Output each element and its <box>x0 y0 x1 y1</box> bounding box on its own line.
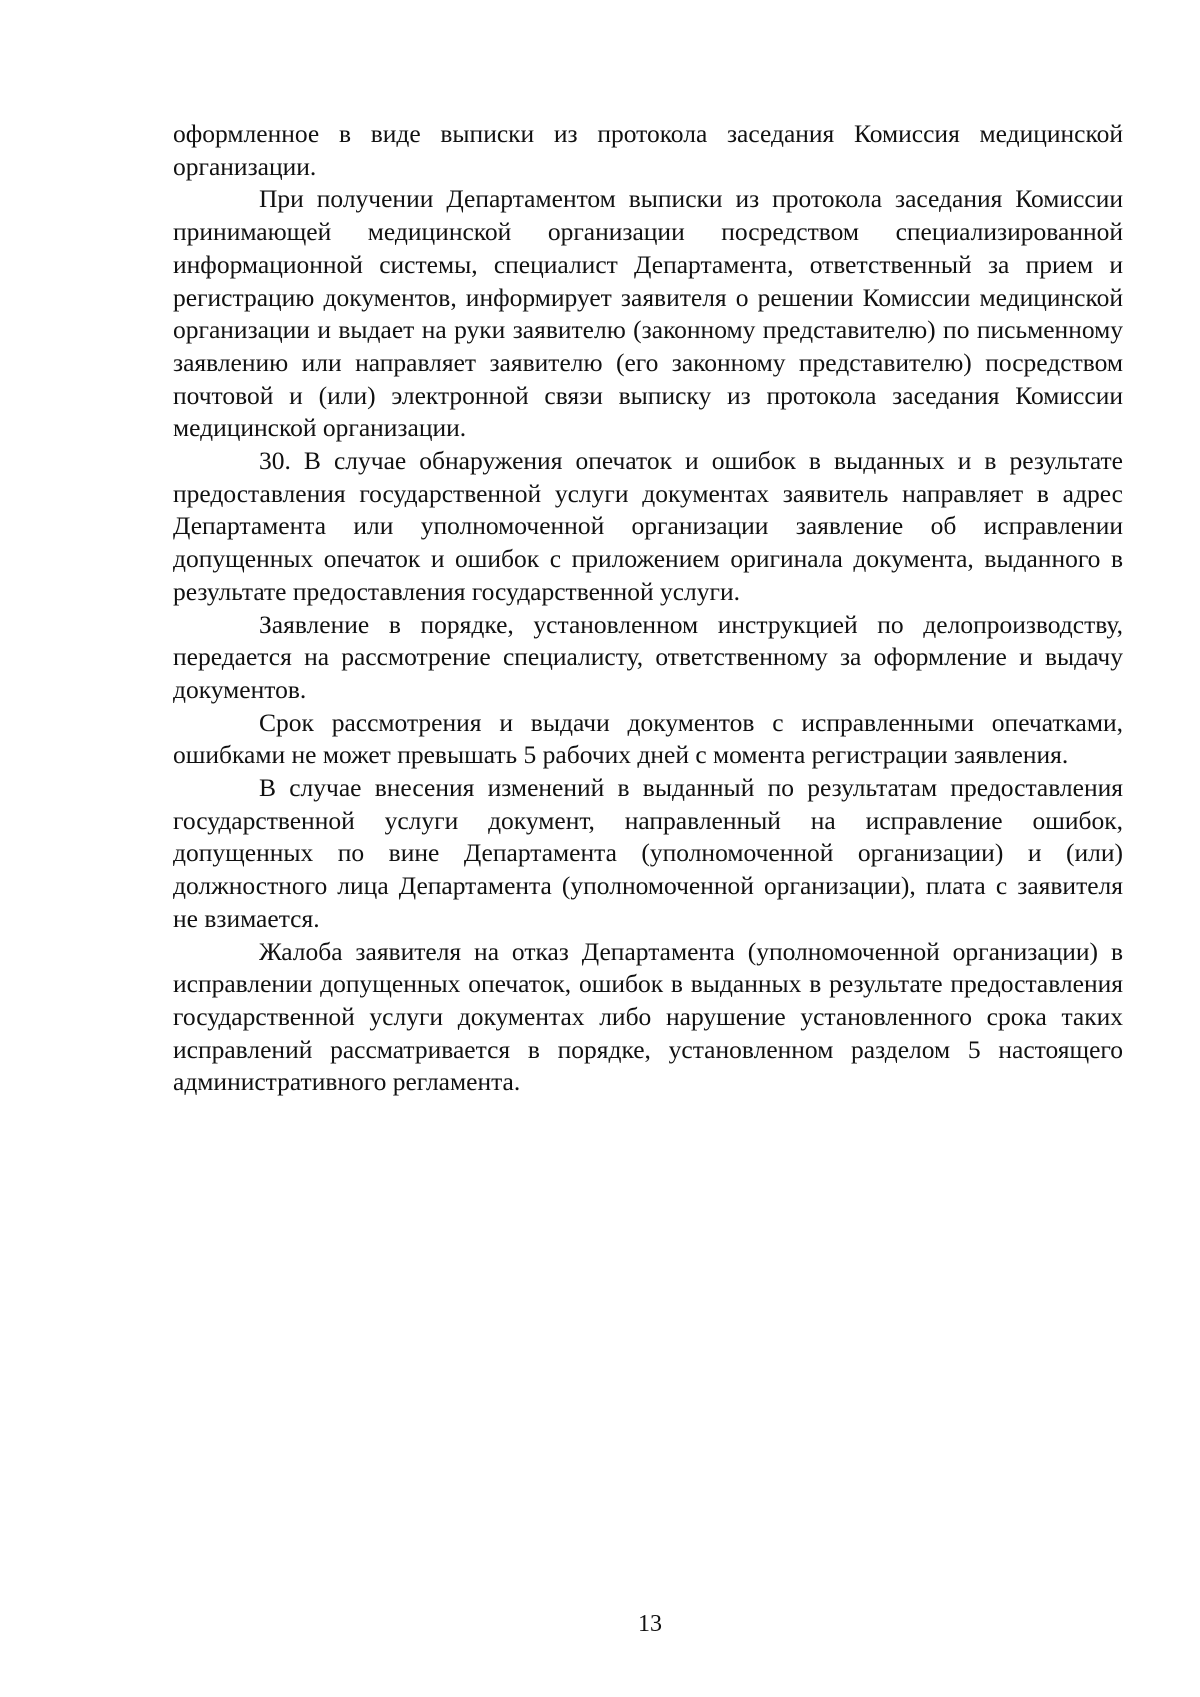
page-number: 13 <box>638 1611 662 1637</box>
paragraph-continuation: оформленное в виде выписки из протокола заседания Комиссия медицинской организации. <box>173 119 1123 181</box>
paragraph-complaint: Жалоба заявителя на отказ Департамента (уполномоченной организации) в исправлении допущенных опечаток, ошибок в выданных в результате предоставления государственной услуги документах либо нарушение установленного срока таких исправлений рассматривается в порядке, установленном разделом 5 настоящего административного регламента. <box>173 936 1123 1097</box>
paragraph-application-review: Заявление в порядке, установленном инструкцией по делопроизводству, передается на рассмотрение специалисту, ответственному за оформление и выдачу документов. <box>173 609 1123 704</box>
paragraph-review-deadline: Срок рассмотрения и выдачи документов с исправленными опечатками, ошибками не может превышать 5 рабочих дней с момента регистрации заявления. <box>173 707 1123 770</box>
paragraph-notification: При получении Департаментом выписки из протокола заседания Комиссии принимающей медицинской организации посредством специализированной информационной системы, специалист Департамента, ответственный за прием и регистрацию документов, информирует заявителя о решении Комиссии медицинской организации и выдает на руки заявителю (законному представителю) по письменному заявлению или направляет заявителю (его законному представителю) посредством почтовой и (или) электронной связи выписку из протокола заседания Комиссии медицинской организации. <box>173 184 1123 443</box>
paragraph-no-fee: В случае внесения изменений в выданный по результатам предоставления государственной услуги документ, направленный на исправление ошибок, допущенных по вине Департамента (уполномоченной организации) и (или) должностного лица Департамента (уполномоченной организации), плата с заявителя не взимается. <box>173 773 1123 933</box>
document-body <box>173 118 1123 1099</box>
paragraph-item-30: 30. В случае обнаружения опечаток и ошибок в выданных и в результате предоставления государственной услуги документах заявитель направляет в адрес Департамента или уполномоченной организации заявление об исправлении допущенных опечаток и ошибок с приложением оригинала документа, выданного в результате предоставления государственной услуги. <box>173 446 1123 606</box>
